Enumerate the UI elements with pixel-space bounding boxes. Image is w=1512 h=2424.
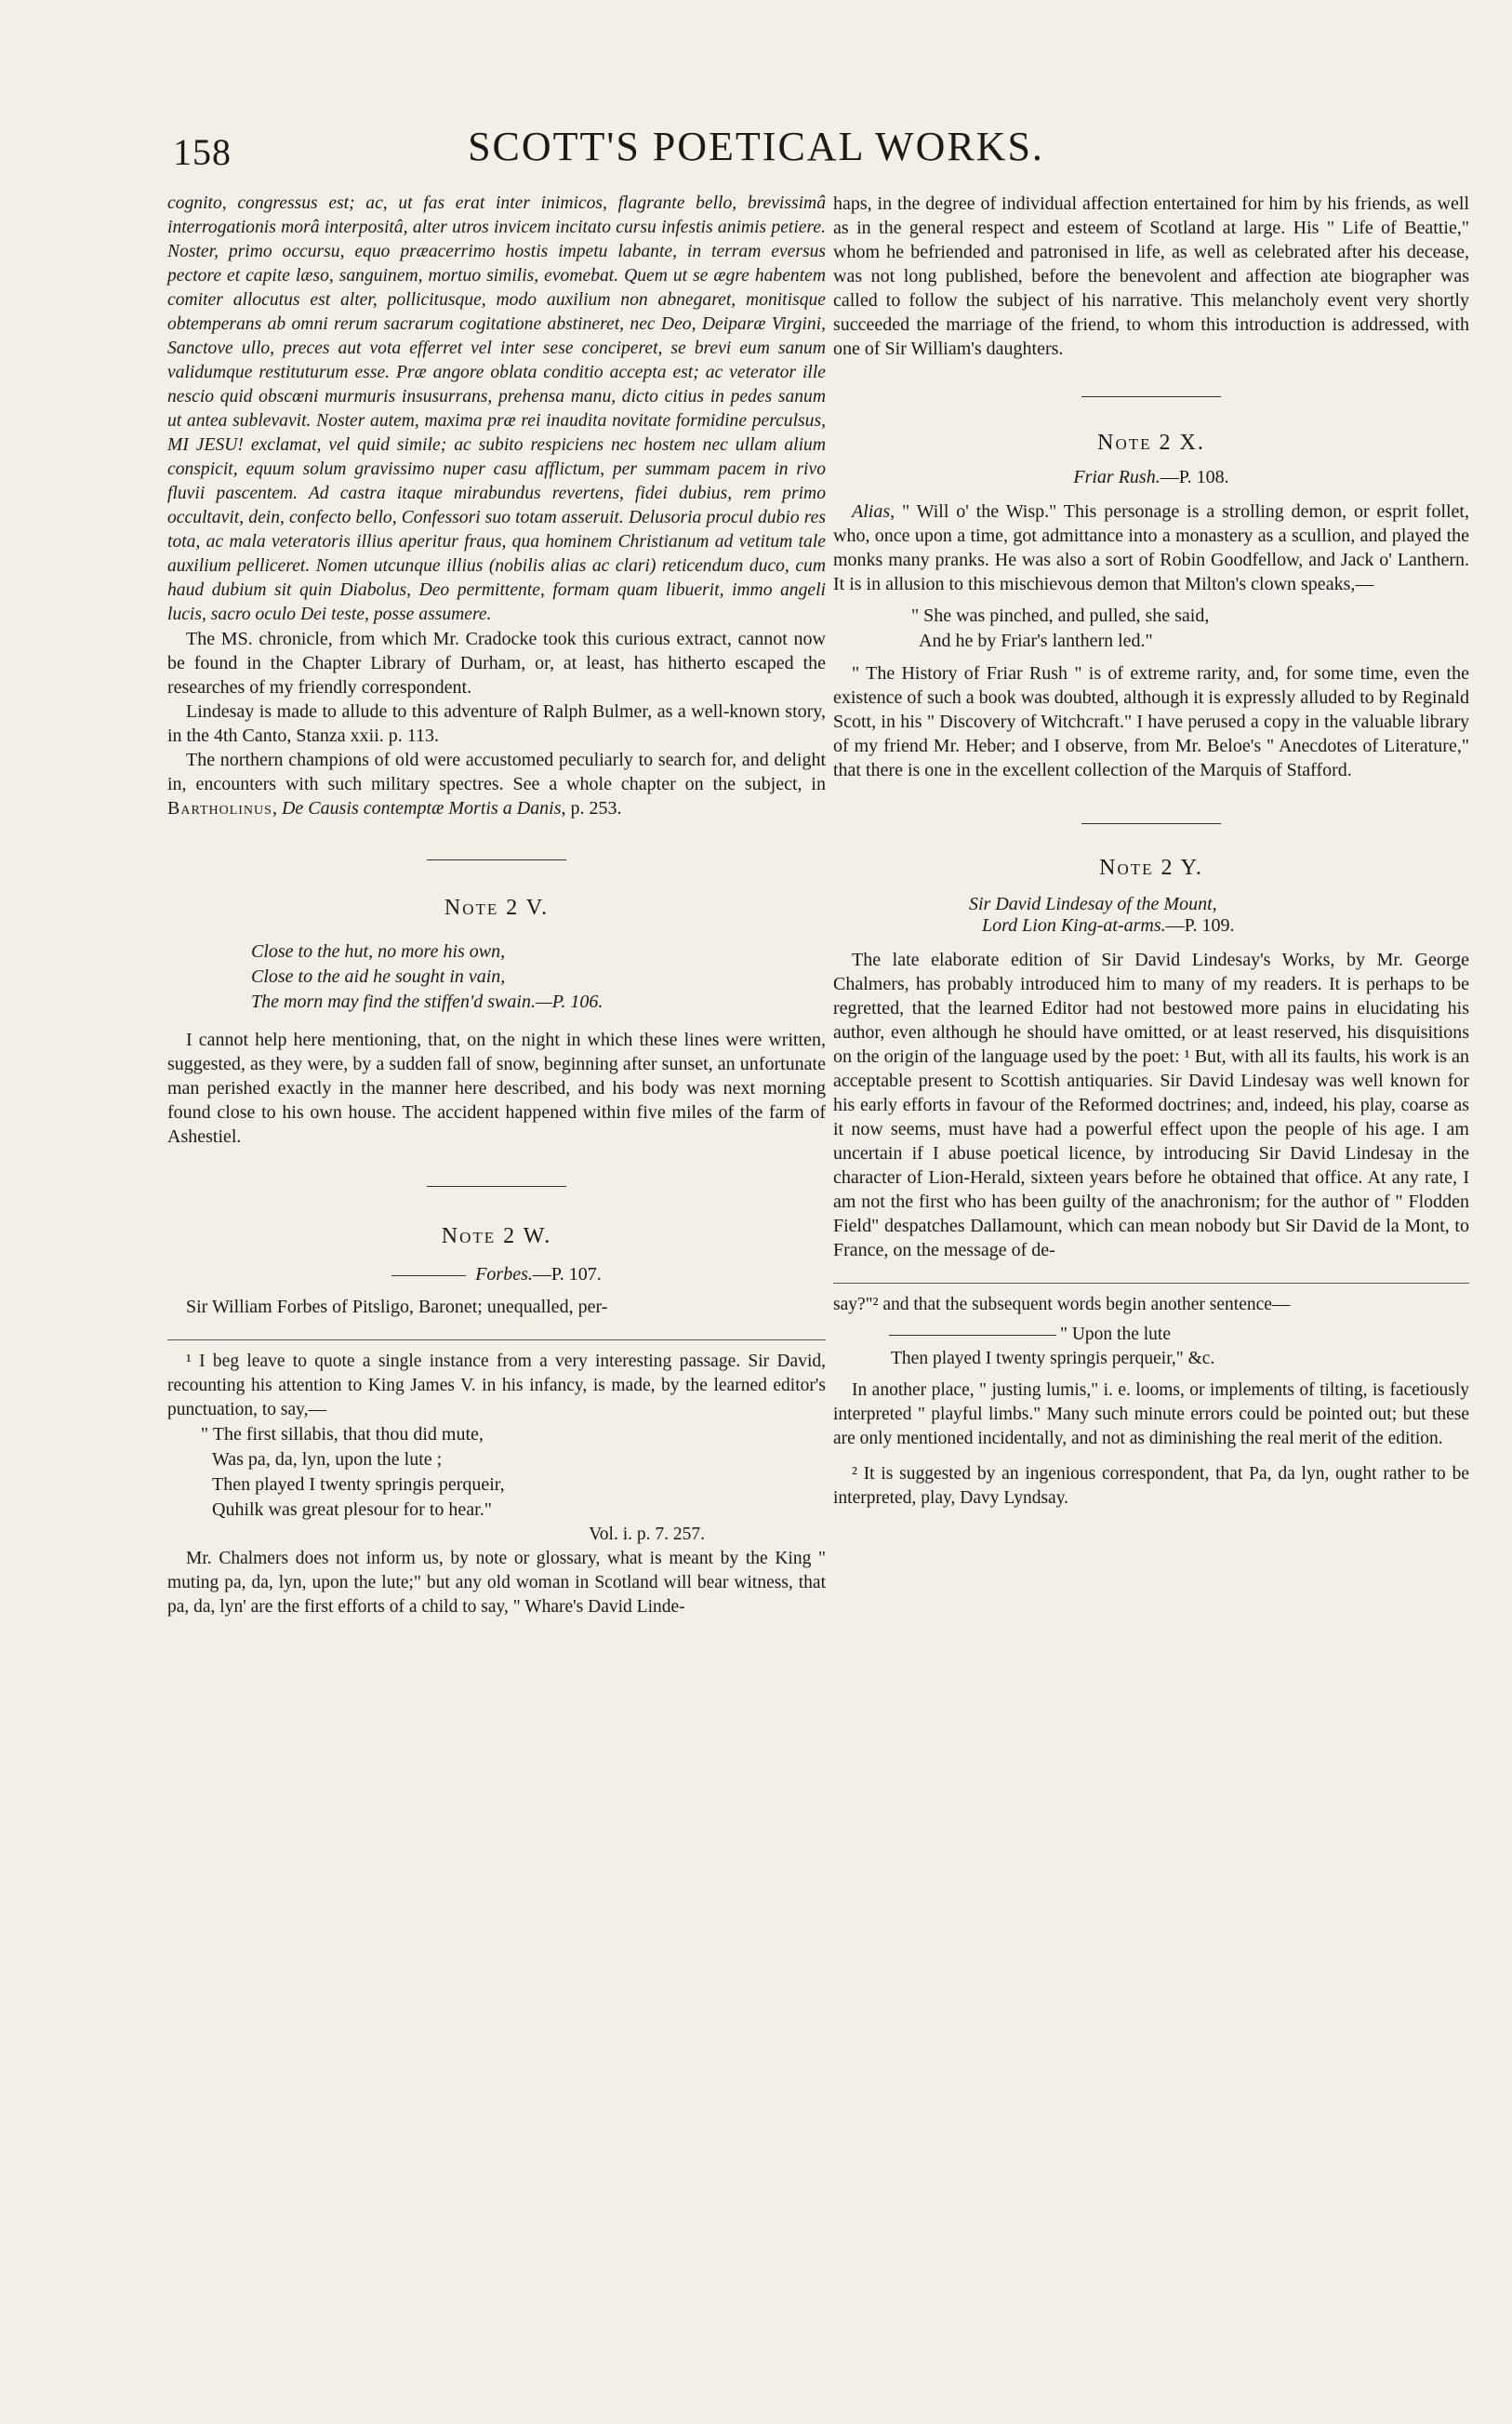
- latin-quote: cognito, congressus est; ac, ut fas erat inter inimicos, flagrante bello, brevissimâ interrogationis morâ interpositâ, alter utros invicem incitato cursu infestis animis petiere. Noster, primo occursu, equo præacerrimo hostis impetu labante, in terram eversus pectore et capite læso, sanguinem, mortuo similis, evomebat. Quem ut se ægre habentem comiter allocutus est alter, pollicitusque, modo auxilium non abnegaret, monitisque obtemperans ab omni rerum sacrarum cogitatione abstineret, nec Deo, Deiparæ Virgini, Sanctove ullo, preces aut vota efferret vel inter sese conciperet, se brevi eum sanum validumque restituturum esse. Præ angore oblata conditio accepta est; ac veterator ille nescio quid obscœni murmuris insusurrans, prehensa manu, dicto citius in pedes sanum ut antea sublevavit. Noster autem, maxima præ rei inaudita novitate formidine perculsus, MI JESU! exclamat, vel quid simile; ac subito respiciens nec hostem nec ullam alium conspicit, equum solum gravissimo nuper casu afflictum, per summam pacem in rivo fluvii pascentem. Ad castra itaque mirabundus revertens, fidei dubius, rem primo occultavit, dein, confecto bello, Confessori suo totam asseruit. Delusoria procul dubio res tota, ac mala veteratoris illius aperitur fraus, qua hominem Christianum ad vetitum tale auxilium pelliceret. Nomen utcunque illius (nobilis alias ac clari) reticendum duco, cum haud dubium sit quin Diabolus, Deo permittente, formam quam libuerit, immo angeli lucis, sacro oculo Dei teste, posse assumere.: [167, 193, 826, 624]
- note-y-ref-line1: [969, 894, 1469, 915]
- running-head: SCOTT'S POETICAL WORKS.: [468, 124, 1044, 169]
- note-x-body-text: " Will o' the Wisp." This personage is a strolling demon, or esprit follet, who, once upon a time, got admittance into a monastery as a scullion, and played the monks many pranks. He was also a sort of Robin Goodfellow, and Jack o' Lanthern. It is in allusion to this mischievous demon that Milton's clown speaks,—: [833, 501, 1469, 594]
- footnote-quote-line1: [833, 1323, 1469, 1347]
- note-y-ref: [833, 894, 1469, 937]
- verse-line: And he by Friar's lanthern led.": [919, 631, 1153, 651]
- note-y-ref-page: —P. 109.: [1165, 915, 1235, 936]
- note-w-title: Note 2 W.: [441, 1224, 552, 1248]
- alias-word: Alias,: [852, 501, 895, 522]
- note-y-ref-title1: Sir David Lindesay of the Mount,: [969, 894, 1217, 914]
- note-x-verse: [833, 604, 1469, 654]
- note-w-ref-page: —P. 107.: [532, 1264, 602, 1285]
- verse-line: " She was pinched, and pulled, she said,: [911, 606, 1210, 626]
- note-x-ref: [833, 467, 1469, 488]
- dash-rule: [391, 1275, 466, 1276]
- para-haps: haps, in the degree of individual affection entertained for him by his friends, as well as in the general respect and esteem of Scotland at large. His " Life of Beattie," whom he befriended and patronised in life, as well as celebrated after his decease, was not long published, before the benevolent and affection ate biographer was called to follow the subject of his narrative. This melancholy event very shortly succeeded the marriage of the friend, to whom this introduction is addressed, with one of Sir William's daughters.: [833, 193, 1469, 359]
- champions-page: , p. 253.: [561, 798, 622, 819]
- left-column: [167, 192, 826, 1619]
- note-w-body: Sir William Forbes of Pitsligo, Baronet; unequalled, per-: [186, 1297, 608, 1317]
- right-column: [833, 192, 1469, 1511]
- note-w-ref-title: Forbes.: [475, 1264, 533, 1285]
- note-x-title: Note 2 X.: [1097, 431, 1205, 455]
- note-x-ref-page: —P. 108.: [1160, 467, 1229, 487]
- para-chronicle: The MS. chronicle, from which Mr. Cradocke took this curious extract, cannot now be found in the Chapter Library of Durham, or, at least, has hitherto escaped the researches of my friendly correspondent.: [167, 629, 826, 698]
- note-y-title: Note 2 Y.: [1099, 856, 1203, 880]
- champions-comma: ,: [272, 798, 282, 819]
- quote-text: " Upon the lute: [1060, 1325, 1171, 1344]
- footnote-quote-line2: Then played I twenty springis perqueir," &c.: [891, 1349, 1215, 1368]
- note-v-body: I cannot help here mentioning, that, on the night in which these lines were written, suggested, as they were, by a sudden fall of snow, beginning after sunset, an unfortunate man perished exactly in the manner here described, and his body was next morning found close to his own house. The accident happened within five miles of the farm of Ashestiel.: [167, 1030, 826, 1147]
- note-v-title: Note 2 V.: [444, 896, 550, 920]
- para-lindesay: Lindesay is made to allude to this adventure of Ralph Bulmer, as a well-known story, in the 4th Canto, Stanza xxii. p. 113.: [167, 701, 826, 746]
- poem-line: Was pa, da, lyn, upon the lute ;: [212, 1449, 443, 1470]
- champions-text: The northern champions of old were accustomed peculiarly to search for, and delight in, encounters with such military spectres. See a whole chapter on the subject, in: [167, 750, 826, 794]
- verse-line: The morn may find the stiffen'd swain.—P. 106.: [251, 992, 603, 1012]
- note-w-ref: [167, 1264, 826, 1285]
- footnote-body: Mr. Chalmers does not inform us, by note or glossary, what is meant by the King " muting pa, da, lyn, upon the lute;" but any old woman in Scotland will bear witness, that pa, da, lyn' are the first efforts of a child to say, " Whare's David Linde-: [167, 1549, 826, 1617]
- note-y-ref-title2: Lord Lion King-at-arms.: [982, 915, 1166, 936]
- footnote-poem: [167, 1422, 826, 1523]
- page-number: 158: [173, 131, 232, 173]
- dash-rule: [889, 1335, 1056, 1336]
- note-v-verse: [167, 939, 826, 1015]
- footnote-body: In another place, " justing lumis," i. e. looms, or implements of tilting, is facetiously interpreted " playful limbs." Many such minute errors could be pointed out; but these are only mentioned incidentally, and not as diminishing the real merit of the edition.: [833, 1380, 1469, 1448]
- poem-line: Quhilk was great plesour for to hear.": [212, 1499, 492, 1520]
- note-x-body2: " The History of Friar Rush " is of extreme rarity, and, for some time, even the existence of such a book was doubted, although it is expressly alluded to by Reginald Scott, in his " Discovery of Witchcraft." I have perused a copy in the valuable library of my friend Mr. Heber; and I observe, from Mr. Beloe's " Anecdotes of Literature," that there is one in the excellent collection of the Marquis of Stafford.: [833, 663, 1469, 780]
- footnote-continued: say?"² and that the subsequent words begin another sentence—: [833, 1295, 1291, 1314]
- note-y-body: The late elaborate edition of Sir David Lindesay's Works, by Mr. George Chalmers, has probably introduced him to many of my readers. It is perhaps to be regretted, that the learned Editor had not bestowed more pains in elucidating his author, even although he should have omitted, or at least reserved, his disquisitions on the origin of the language used by the poet: ¹ But, with all its faults, his work is an acceptable present to Scottish antiquaries. Sir David Lindesay was well known for his early efforts in favour of the Reformed doctrines; and, indeed, his play, coarse as it now seems, must have had a powerful effect upon the people of his age. I am uncertain if I abuse poetical licence, by introducing Sir David Lindesay in the character of Lion-Herald, sixteen years before he obtained that office. At any rate, I am not the first who has been guilty of the anachronism; for the author of " Flodden Field" despatches Dallamount, which can mean nobody but Sir David de la Mont, to France, on the message of de-: [833, 950, 1469, 1260]
- verse-line: Close to the aid he sought in vain,: [251, 966, 506, 987]
- footnote-2: ² It is suggested by an ingenious correspondent, that Pa, da lyn, ought rather to be interpreted, play, Davy Lyndsay.: [833, 1464, 1469, 1508]
- poem-line: Then played I twenty springis perqueir,: [212, 1474, 505, 1495]
- footnote-intro: ¹ I beg leave to quote a single instance from a very interesting passage. Sir David, recounting his attention to King James V. in his infancy, is made, by the learned editor's punctuation, to say,—: [167, 1352, 826, 1419]
- note-y-ref-line2: [969, 915, 1469, 937]
- note-x-body: [833, 499, 1469, 596]
- verse-line: Close to the hut, no more his own,: [251, 941, 506, 962]
- para-champions: [167, 748, 826, 820]
- bartholinus-ref: Bartholinus: [167, 798, 272, 819]
- poem-line: " The first sillabis, that thou did mute,: [201, 1424, 484, 1445]
- de-causis-ref: De Causis contemptæ Mortis a Danis: [281, 798, 562, 819]
- footnote-vol: Vol. i. p. 7. 257.: [589, 1525, 705, 1544]
- note-x-ref-title: Friar Rush.: [1073, 467, 1161, 487]
